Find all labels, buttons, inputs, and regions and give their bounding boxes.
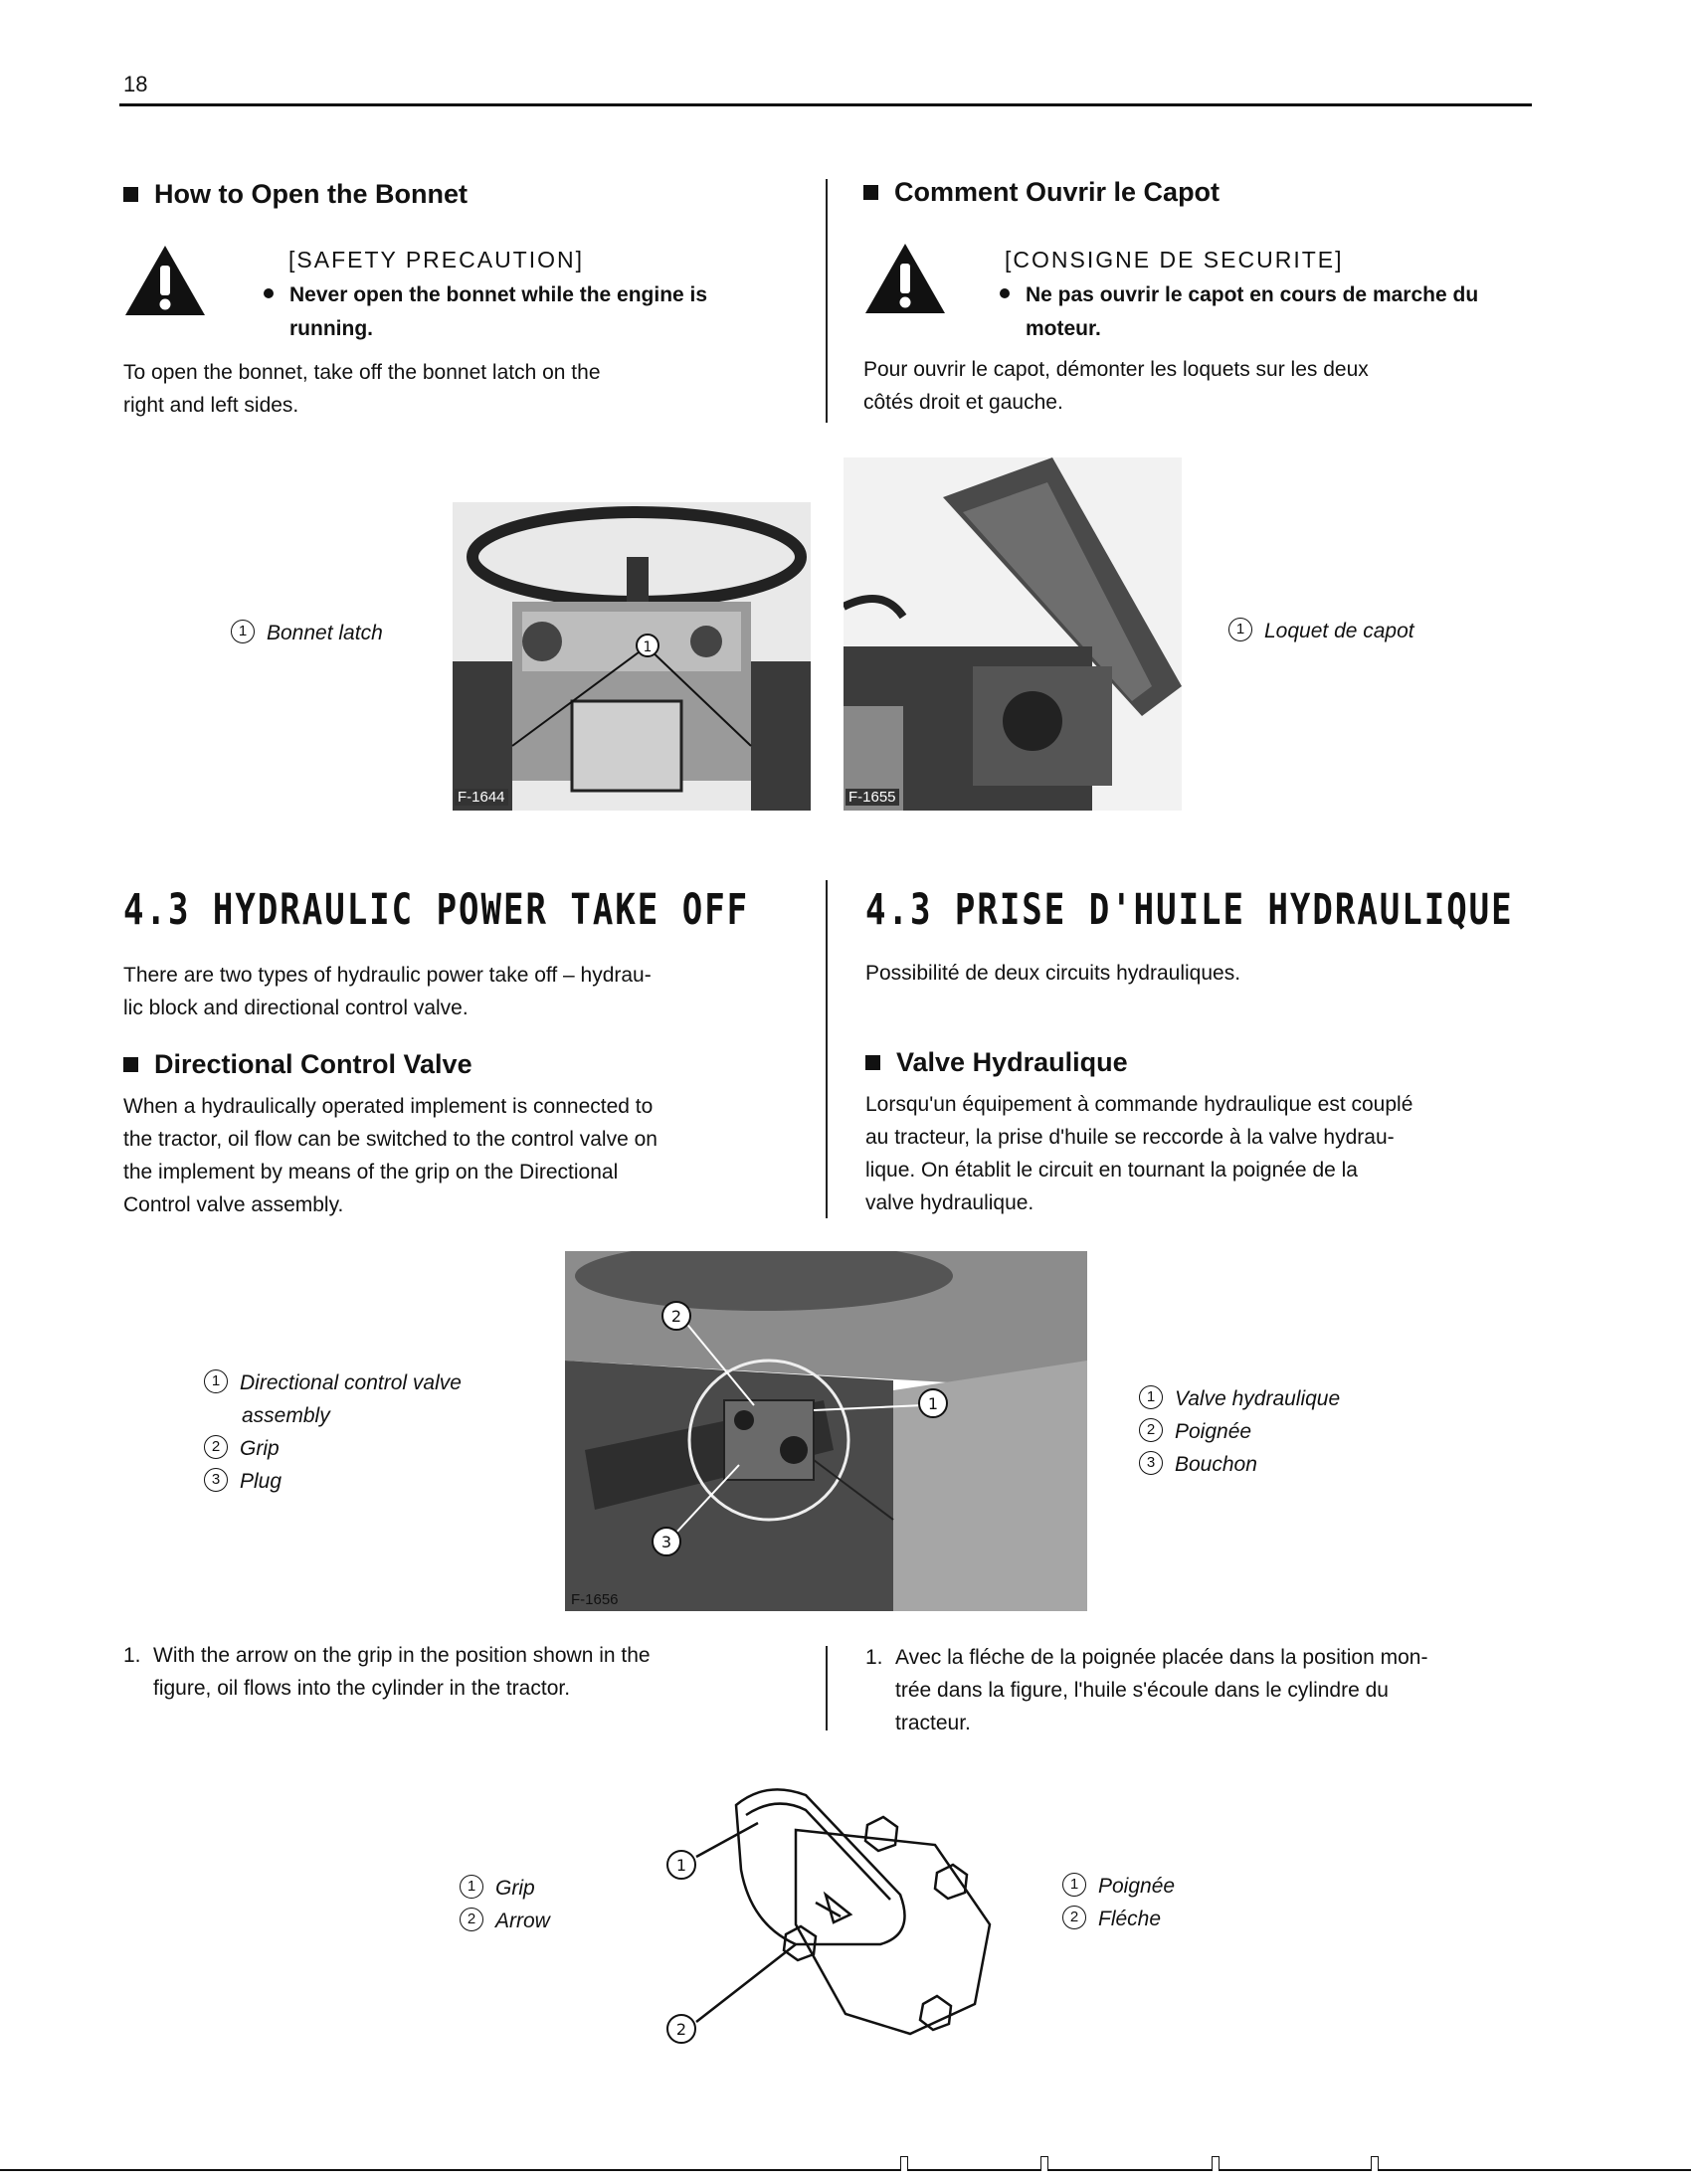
subheading-valve-fr: Valve Hydraulique [865, 1047, 1128, 1078]
binder-mark [1212, 2156, 1220, 2171]
warning-item-fr: Ne pas ouvrir le capot en cours de marche du [1000, 278, 1478, 311]
valve-body-en: When a hydraulically operated implement is connected to the tractor, oil flow can be switched to the control valve on the implement by means of the grip on the Directional Control valve assembly. [123, 1095, 658, 1216]
warning-title-en: [SAFETY PRECAUTION] [288, 247, 585, 273]
caption-row: 1 Directional control valve [204, 1366, 462, 1399]
caption-row: 2 Arrow [460, 1905, 550, 1937]
callout-number: 1 [927, 1394, 939, 1413]
callout-number: 1 [460, 1875, 483, 1899]
bonnet-body-en: To open the bonnet, take off the bonnet latch on the right and left sides. [123, 361, 601, 417]
grip-captions-en [460, 1872, 550, 1937]
section-heading-bonnet-en: How to Open the Bonnet [123, 179, 468, 210]
warning-item-fr-cont: moteur. [1026, 317, 1101, 340]
bonnet-body-fr: Pour ouvrir le capot, démonter les loquets sur les deux côtés droit et gauche. [863, 358, 1369, 414]
column-divider [826, 880, 828, 1218]
figure-caption-bonnet-fr: 1 Loquet de capot [1228, 615, 1414, 647]
footer-rule [0, 2169, 1691, 2171]
square-bullet-icon [123, 1057, 138, 1072]
callout-number: 1 [204, 1369, 228, 1393]
callout-number: 2 [1139, 1418, 1163, 1442]
caption-row: 2 Fléche [1062, 1903, 1175, 1935]
callout-number: 2 [460, 1908, 483, 1931]
column-divider [826, 1646, 828, 1730]
step-line: tracteur. [895, 1712, 971, 1734]
caption-row: 2 Poignée [1139, 1415, 1340, 1448]
callout-number: 2 [675, 2020, 687, 2039]
valve-body-fr: Lorsqu'un équipement à commande hydraulique est couplé au tracteur, la prise d'huile se reccorde à la valve hydrau- lique. On établit le circuit en tournant la poignée de la valve hydraulique. [865, 1093, 1413, 1214]
hydraulic-intro-en: There are two types of hydraulic power take off – hydrau- lic block and directional control valve. [123, 964, 652, 1019]
binder-mark [900, 2156, 908, 2171]
callout-number: 3 [1139, 1451, 1163, 1475]
warning-title-fr: [CONSIGNE DE SECURITE] [1005, 247, 1344, 273]
caption-row: 1 Valve hydraulique [1139, 1382, 1340, 1415]
step-line: 1. With the arrow on the grip in the position shown in the [123, 1644, 651, 1667]
section-heading-hydraulic-fr: 4.3 PRISE D'HUILE HYDRAULIQUE [865, 885, 1514, 935]
page-number: 18 [123, 72, 148, 96]
figure-code: F-1655 [846, 789, 899, 806]
step-line: 1. Avec la fléche de la poignée placée dans la position mon- [865, 1646, 1428, 1669]
callout-number: 1 [231, 620, 255, 643]
warning-triangle-icon [123, 244, 207, 317]
grip-diagram [647, 1775, 1005, 2049]
square-bullet-icon [123, 187, 138, 202]
svg-text:1: 1 [643, 639, 653, 655]
figure-code: F-1644 [455, 789, 508, 806]
warning-item-en: Never open the bonnet while the engine is [264, 278, 707, 311]
warning-item-en-cont: running. [289, 317, 373, 340]
caption-row: 3 Plug [204, 1465, 462, 1498]
step-1-en [123, 1639, 790, 1705]
caption-row: assembly [242, 1404, 330, 1427]
binder-mark [1371, 2156, 1379, 2171]
grip-captions-fr [1062, 1870, 1175, 1935]
hydraulic-intro-fr: Possibilité de deux circuits hydrauliques. [865, 962, 1241, 985]
section-heading-bonnet-fr: Comment Ouvrir le Capot [863, 177, 1220, 208]
callout-number: 1 [1139, 1385, 1163, 1409]
caption-row: 2 Grip [204, 1432, 462, 1465]
callout-number: 2 [670, 1307, 682, 1326]
tractor-open-bonnet-photo [844, 457, 1182, 811]
subheading-valve-en: Directional Control Valve [123, 1049, 472, 1080]
callout-number: 1 [675, 1856, 687, 1875]
caption-row: 3 Bouchon [1139, 1448, 1340, 1481]
section-heading-hydraulic-en: 4.3 HYDRAULIC POWER TAKE OFF [123, 885, 750, 935]
callout-number: 1 [1228, 618, 1252, 641]
warning-triangle-icon [863, 242, 947, 315]
callout-number: 3 [204, 1468, 228, 1492]
callout-number: 1 [1062, 1873, 1086, 1897]
caption-row: 1 Grip [460, 1872, 550, 1905]
figure-code: F-1656 [571, 1591, 619, 1608]
bullet-icon [264, 288, 274, 298]
step-1-fr [865, 1641, 1534, 1739]
binder-mark [1040, 2156, 1048, 2171]
bullet-icon [1000, 288, 1010, 298]
step-line: trée dans la figure, l'huile s'écoule dans le cylindre du [895, 1679, 1389, 1702]
callout-number: 2 [204, 1435, 228, 1459]
callout-number: 2 [1062, 1906, 1086, 1929]
valve-captions-fr [1139, 1382, 1340, 1481]
tractor-dashboard-photo [453, 502, 811, 811]
callout-number: 3 [660, 1533, 672, 1551]
square-bullet-icon [863, 185, 878, 200]
column-divider [826, 179, 828, 423]
directional-control-valve-photo [565, 1251, 1087, 1611]
caption-row: 1 Poignée [1062, 1870, 1175, 1903]
square-bullet-icon [865, 1055, 880, 1070]
step-line: figure, oil flows into the cylinder in the tractor. [153, 1677, 571, 1700]
valve-captions-en [204, 1366, 462, 1498]
header-rule [119, 103, 1532, 106]
figure-caption-bonnet-en: 1 Bonnet latch [231, 617, 383, 649]
